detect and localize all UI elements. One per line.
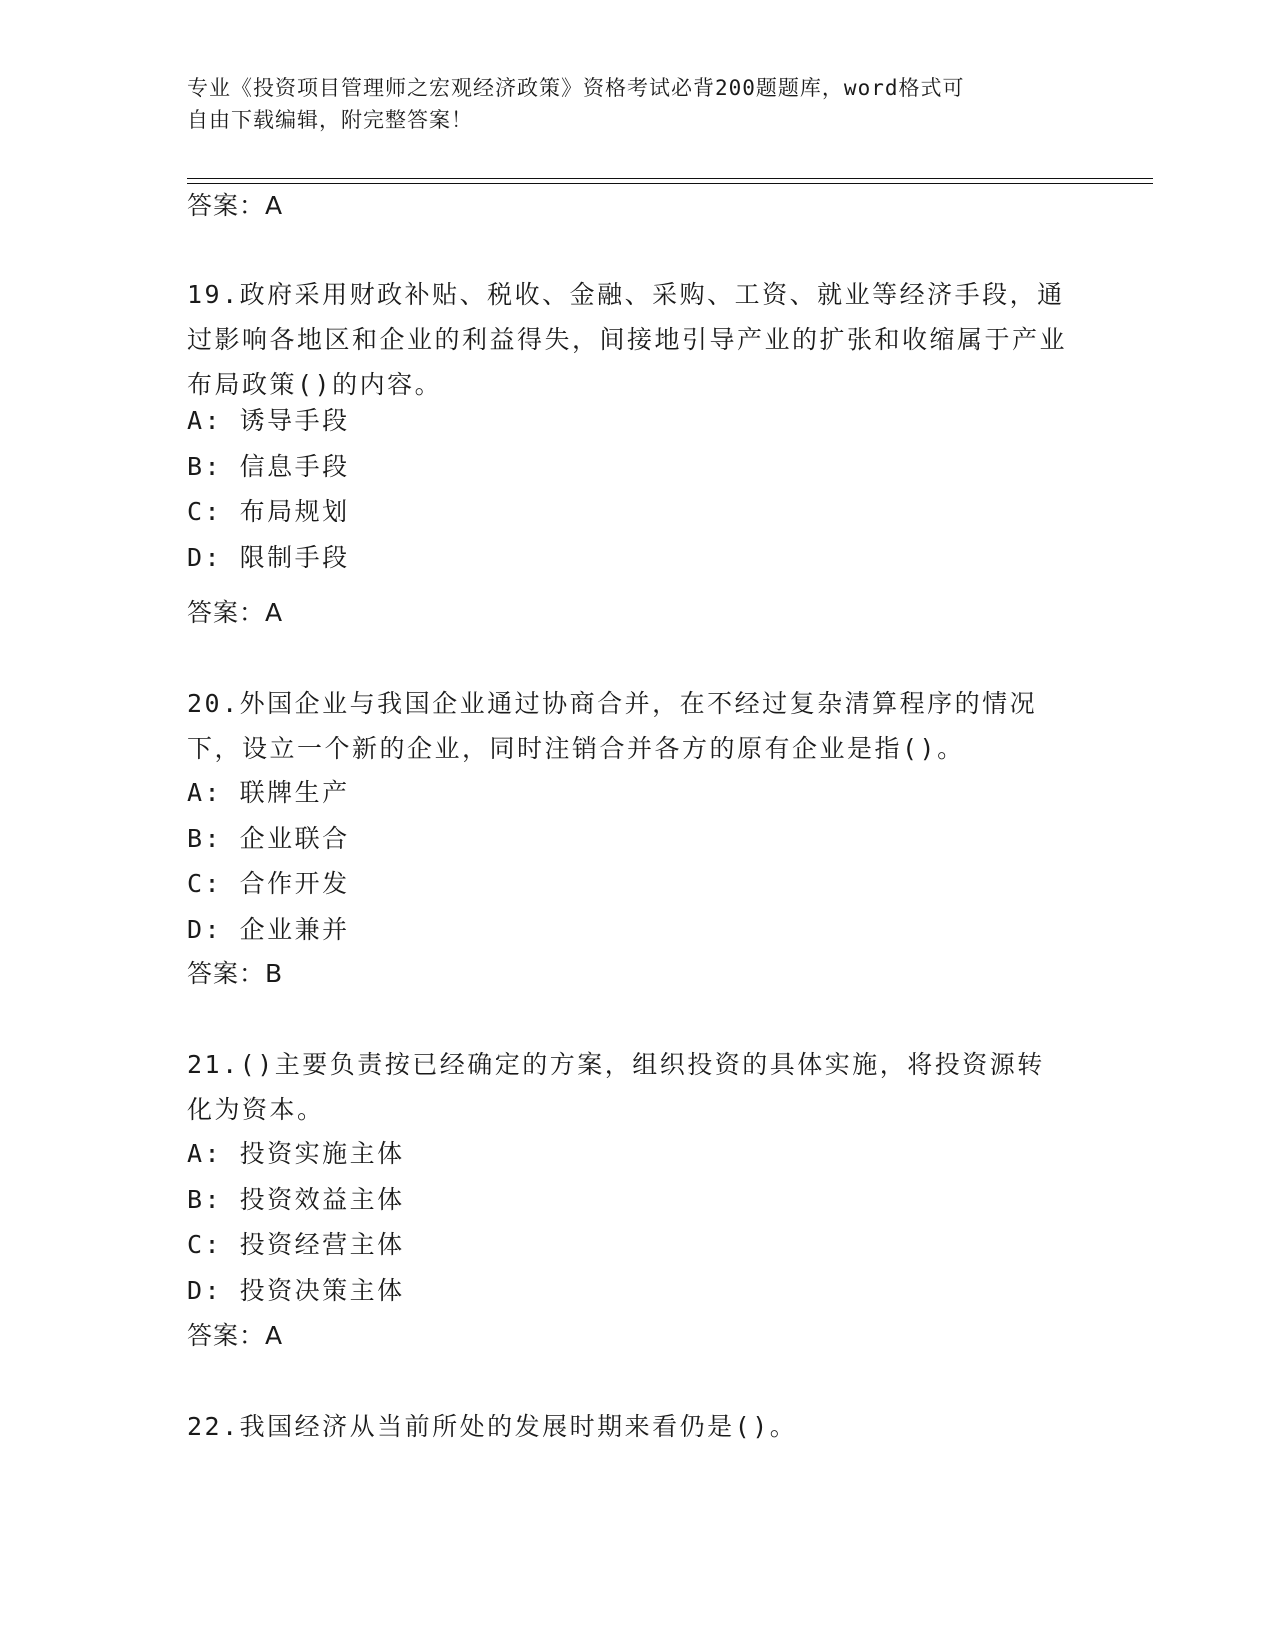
- option-d: D: 企业兼并: [187, 914, 350, 944]
- question-19-options: [187, 398, 350, 580]
- question-22-text: 22.我国经济从当前所处的发展时期来看仍是()。: [187, 1412, 798, 1441]
- option-c: C: 布局规划: [187, 497, 350, 526]
- option-b: B: 信息手段: [187, 451, 350, 481]
- question-20-answer: 答案：B: [187, 959, 284, 988]
- option-c: C: 投资经营主体: [187, 1230, 405, 1259]
- option-a: A: 诱导手段: [187, 406, 350, 435]
- question-20-options: [187, 770, 350, 952]
- option-d: D: 限制手段: [187, 542, 350, 572]
- question-19-answer: 答案：A: [187, 598, 284, 627]
- document-header: [187, 72, 1067, 136]
- question-21-answer: 答案：A: [187, 1321, 284, 1350]
- question-20-text: 20.外国企业与我国企业通过协商合并，在不经过复杂清算程序的情况下，设立一个新的企业，同时注销合并各方的原有企业是指()。: [187, 689, 1038, 763]
- option-b: B: 企业联合: [187, 823, 350, 853]
- question-21-text: 21.()主要负责按已经确定的方案，组织投资的具体实施，将投资源转化为资本。: [187, 1050, 1045, 1124]
- option-d: D: 投资决策主体: [187, 1275, 405, 1305]
- question-21-options: [187, 1131, 405, 1313]
- header-divider-top: [187, 178, 1153, 179]
- option-c: C: 合作开发: [187, 869, 350, 898]
- option-b: B: 投资效益主体: [187, 1184, 405, 1214]
- option-a: A: 投资实施主体: [187, 1139, 405, 1168]
- option-a: A: 联牌生产: [187, 778, 350, 807]
- header-line-1: 专业《投资项目管理师之宏观经济政策》资格考试必背200题题库，word格式可: [187, 76, 965, 100]
- question-19-text: 19.政府采用财政补贴、税收、金融、采购、工资、就业等经济手段，通过影响各地区和企业的利益得失，间接地引导产业的扩张和收缩属于产业布局政策()的内容。: [187, 280, 1068, 399]
- header-divider-bottom: [187, 183, 1153, 184]
- answer-line: 答案：A: [187, 191, 284, 220]
- header-line-2: 自由下载编辑，附完整答案！: [187, 108, 473, 132]
